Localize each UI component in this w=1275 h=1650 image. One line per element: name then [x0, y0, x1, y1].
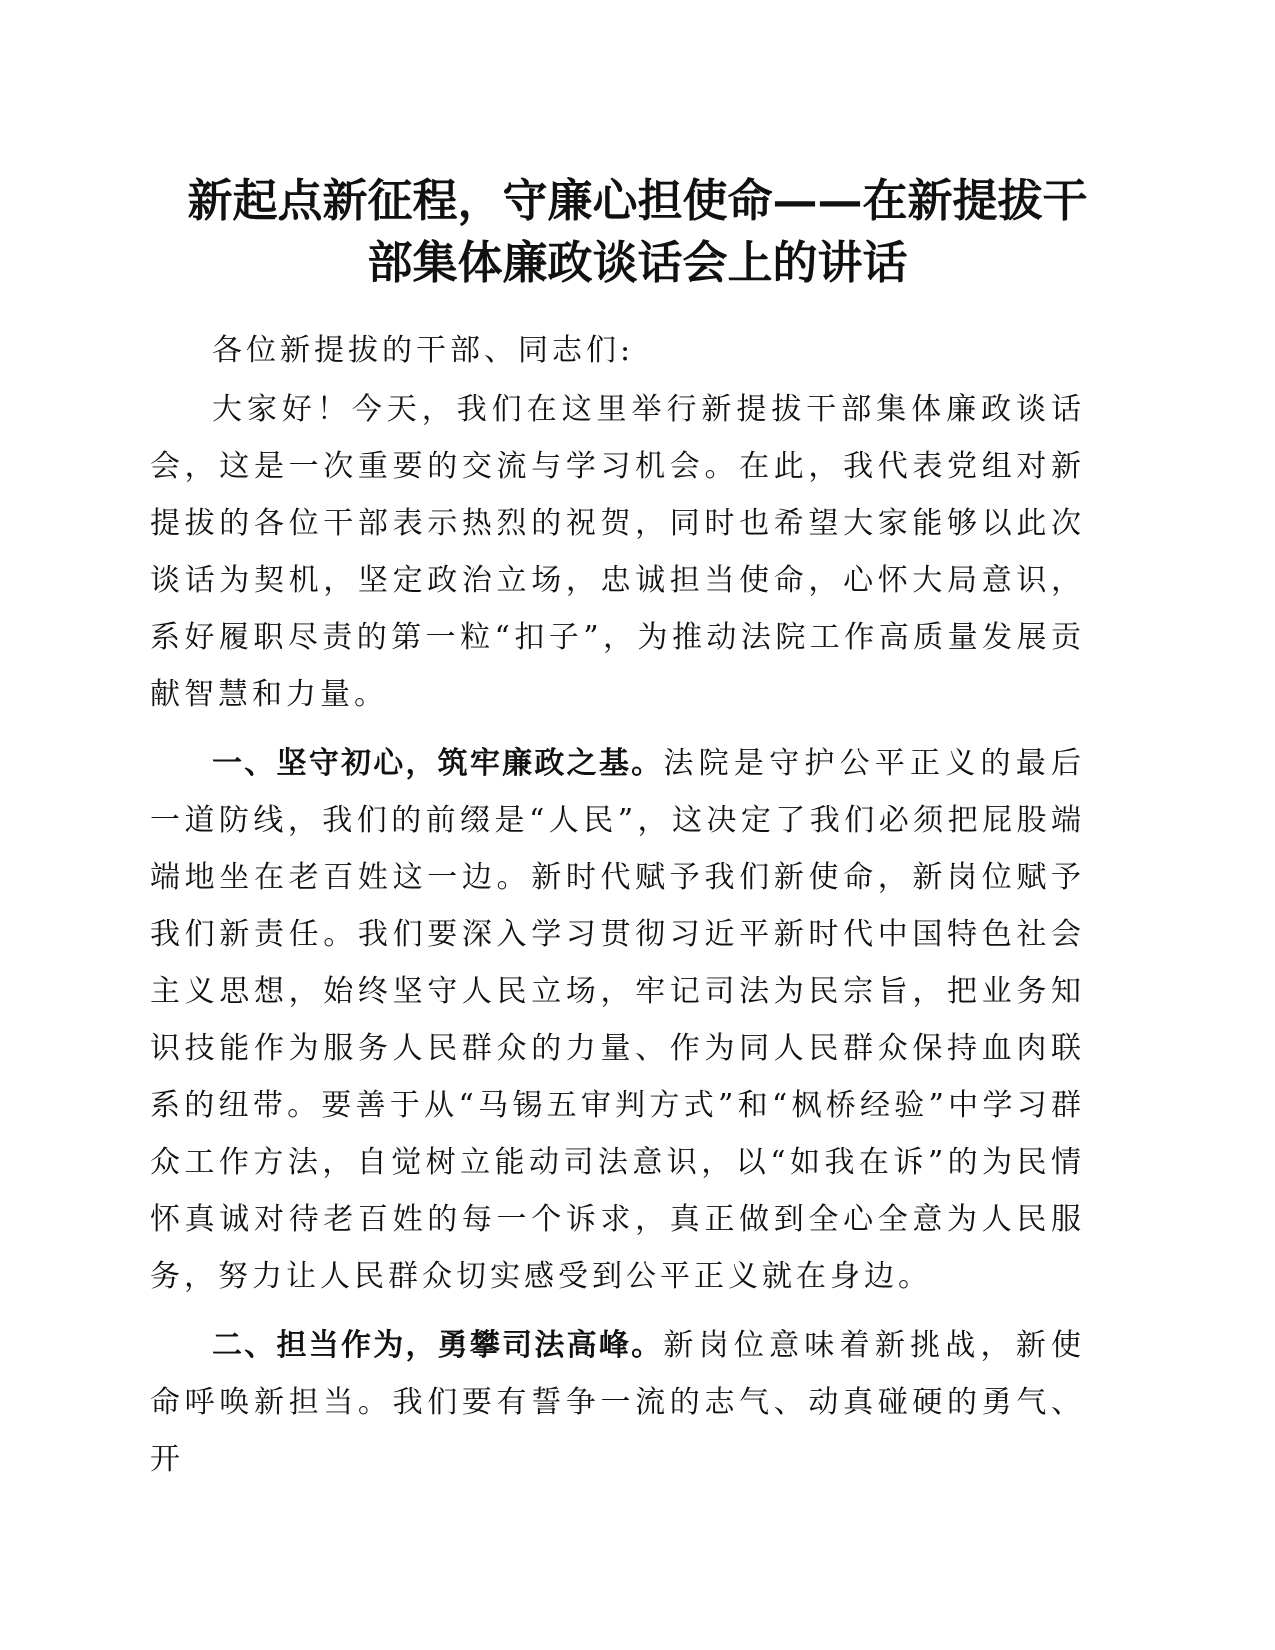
section-1-paragraph	[150, 735, 1085, 1305]
title-line-1: 新起点新征程，守廉心担使命——在新提拔干	[187, 174, 1088, 227]
section-1-text: 法院是守护公平正义的最后一道防线，我们的前缀是“人民”，这决定了我们必须把屁股端端地坐在老百姓这一边。新时代赋予我们新使命，新岗位赋予我们新责任。我们要深入学习贯彻习近平新时代中国特色社会主义思想，始终坚守人民立场，牢记司法为民宗旨，把业务知识技能作为服务人民群众的力量、作为同人民群众保持血肉联系的纽带。要善于从“马锡五审判方式”和“枫桥经验”中学习群众工作方法，自觉树立能动司法意识，以“如我在诉”的为民情怀真诚对待老百姓的每一个诉求，真正做到全心全意为人民服务，努力让人民群众切实感受到公平正义就在身边。	[150, 746, 1086, 1294]
document-title	[150, 170, 1125, 294]
salutation: 各位新提拔的干部、同志们:	[212, 333, 635, 368]
section-2-paragraph	[150, 1317, 1085, 1488]
title-line-2: 部集体廉政谈话会上的讲话	[367, 236, 908, 289]
intro-paragraph: 大家好！今天，我们在这里举行新提拔干部集体廉政谈话会，这是一次重要的交流与学习机会。在此，我代表党组对新提拔的各位干部表示热烈的祝贺，同时也希望大家能够以此次谈话为契机，坚定政治立场，忠诚担当使命，心怀大局意识，系好履职尽责的第一粒“扣子”，为推动法院工作高质量发展贡献智慧和力量。	[150, 392, 1085, 712]
document-body	[150, 322, 1085, 1500]
section-1-heading: 一、坚守初心，筑牢廉政之基。	[212, 746, 664, 781]
section-2-text: 新岗位意味着新挑战，新使命呼唤新担当。我们要有誓争一流的志气、动真碰硬的勇气、开	[150, 1328, 1086, 1477]
section-2-heading: 二、担当作为，勇攀司法高峰。	[212, 1328, 664, 1363]
